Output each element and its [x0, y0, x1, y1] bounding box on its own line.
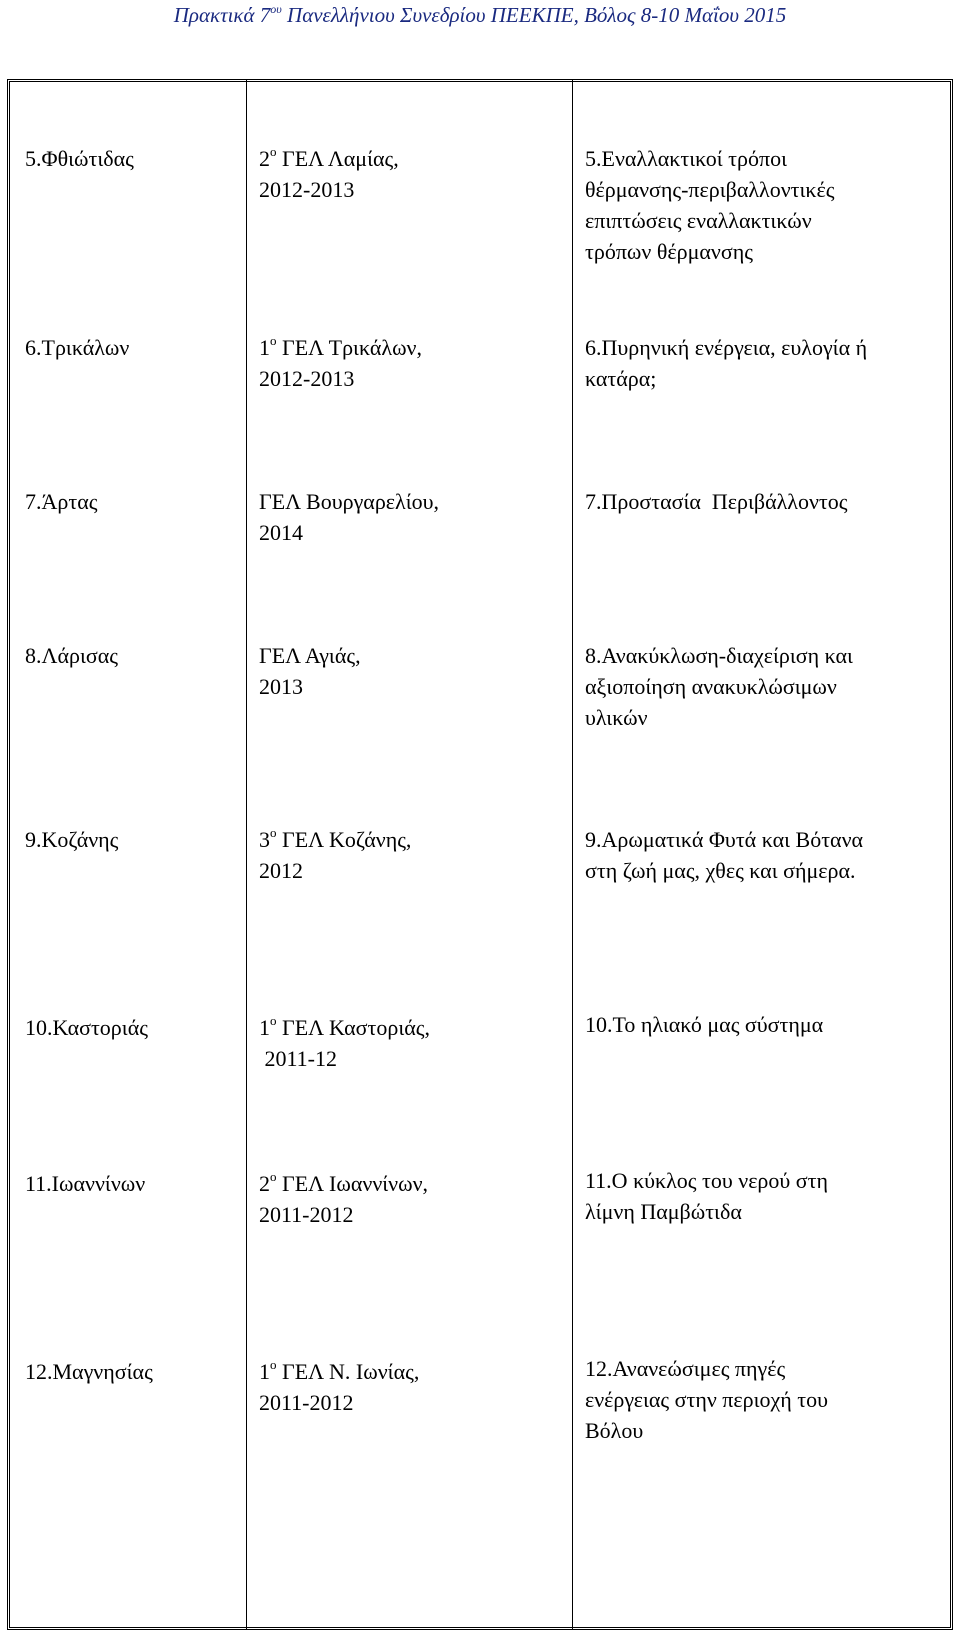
school-year: 2012: [259, 858, 303, 883]
topic-line: υλικών: [585, 705, 648, 730]
school-year: 2013: [259, 674, 303, 699]
topic-line: αξιοποίηση ανακυκλώσιμων: [585, 674, 837, 699]
school-number: 1: [259, 1015, 270, 1040]
running-header: [0, 0, 960, 34]
school-name-line: [259, 824, 411, 855]
school-year: 2014: [259, 520, 303, 545]
school-cell: [259, 486, 439, 548]
topic-line: στη ζωή μας, χθες και σήμερα.: [585, 858, 856, 883]
topic-line: 7.Προστασία Περιβάλλοντος: [585, 489, 848, 514]
topic-line: λίμνη Παμβώτιδα: [585, 1199, 742, 1224]
school-cell: [259, 143, 399, 205]
topic-line: 5.Εναλλακτικοί τρόποι: [585, 146, 787, 171]
topic-line: επιπτώσεις εναλλακτικών: [585, 208, 812, 233]
school-number: 2: [259, 1171, 270, 1196]
topic-line: τρόπων θέρμανσης: [585, 239, 753, 264]
topic-cell: [585, 1165, 828, 1227]
school-cell: [259, 824, 411, 886]
school-number: 1: [259, 335, 270, 360]
school-name-line: [259, 143, 399, 174]
region-cell: 5.Φθιώτιδας: [25, 146, 134, 171]
header-text-post: Πανελλήνιου Συνεδρίου ΠΕΕΚΠΕ, Βόλος 8-10 Μαΐου 2015: [281, 3, 787, 27]
region-cell: 8.Λάρισας: [25, 643, 118, 668]
topic-line: Βόλου: [585, 1418, 644, 1443]
ordinal-suffix: ο: [270, 1169, 277, 1184]
header-text-pre: Πρακτικά 7: [173, 3, 271, 27]
ordinal-suffix: ο: [270, 333, 277, 348]
school-name: ΓΕΛ Ιωαννίνων,: [276, 1171, 429, 1196]
region-cell: 6.Τρικάλων: [25, 335, 130, 360]
school-year: 2012-2013: [259, 366, 355, 391]
column-divider-1: [246, 79, 247, 1630]
school-name: ΓΕΛ Ν. Ιωνίας,: [276, 1359, 420, 1384]
school-number: 1: [259, 1359, 270, 1384]
topic-cell: [585, 143, 834, 267]
topic-line: κατάρα;: [585, 366, 657, 391]
school-name-line: [259, 332, 422, 363]
school-year: 2011-2012: [259, 1390, 354, 1415]
school-number: 2: [259, 146, 270, 171]
topic-cell: [585, 640, 853, 733]
school-name-line: [259, 1012, 430, 1043]
school-name: ΓΕΛ Αγιάς,: [259, 643, 361, 668]
topic-cell: [585, 1353, 828, 1446]
school-cell: [259, 640, 361, 702]
school-name-line: [259, 1168, 428, 1199]
region-cell: 12.Μαγνησίας: [25, 1359, 153, 1384]
school-cell: [259, 332, 422, 394]
topic-line: 11.Ο κύκλος του νερού στη: [585, 1168, 829, 1193]
ordinal-suffix: ο: [270, 144, 277, 159]
header-ordinal-suffix: ου: [270, 2, 282, 16]
topic-line: 10.Το ηλιακό μας σύστημα: [585, 1012, 824, 1037]
school-year: 2011-12: [259, 1046, 338, 1071]
column-divider-2: [572, 79, 573, 1630]
topic-line: 9.Αρωματικά Φυτά και Βότανα: [585, 827, 864, 852]
school-cell: [259, 1356, 419, 1418]
school-name-line: [259, 1356, 419, 1387]
ordinal-suffix: ο: [270, 1013, 277, 1028]
school-name: ΓΕΛ Κοζάνης,: [276, 827, 412, 852]
school-name-line: [259, 486, 439, 517]
school-name: ΓΕΛ Καστοριάς,: [276, 1015, 430, 1040]
school-year: 2011-2012: [259, 1202, 354, 1227]
school-number: 3: [259, 827, 270, 852]
school-cell: [259, 1012, 430, 1074]
topic-line: 12.Ανανεώσιμες πηγές: [585, 1356, 786, 1381]
ordinal-suffix: ο: [270, 1357, 277, 1372]
region-cell: 7.Άρτας: [25, 489, 98, 514]
school-name: ΓΕΛ Τρικάλων,: [276, 335, 422, 360]
ordinal-suffix: ο: [270, 825, 277, 840]
region-cell: 11.Ιωαννίνων: [25, 1171, 146, 1196]
school-year: 2012-2013: [259, 177, 355, 202]
school-cell: [259, 1168, 428, 1230]
region-cell: 9.Κοζάνης: [25, 827, 119, 852]
topic-cell: [585, 824, 863, 886]
topic-cell: [585, 486, 847, 517]
topic-line: θέρμανσης-περιβαλλοντικές: [585, 177, 835, 202]
topic-cell: [585, 1009, 823, 1040]
topic-cell: [585, 332, 867, 394]
topic-line: ενέργειας στην περιοχή του: [585, 1387, 829, 1412]
school-name: ΓΕΛ Βουργαρελίου,: [259, 489, 440, 514]
school-name: ΓΕΛ Λαμίας,: [276, 146, 399, 171]
topic-line: 8.Ανακύκλωση-διαχείριση και: [585, 643, 853, 668]
region-cell: 10.Καστοριάς: [25, 1015, 148, 1040]
school-name-line: [259, 640, 361, 671]
topic-line: 6.Πυρηνική ενέργεια, ευλογία ή: [585, 335, 868, 360]
